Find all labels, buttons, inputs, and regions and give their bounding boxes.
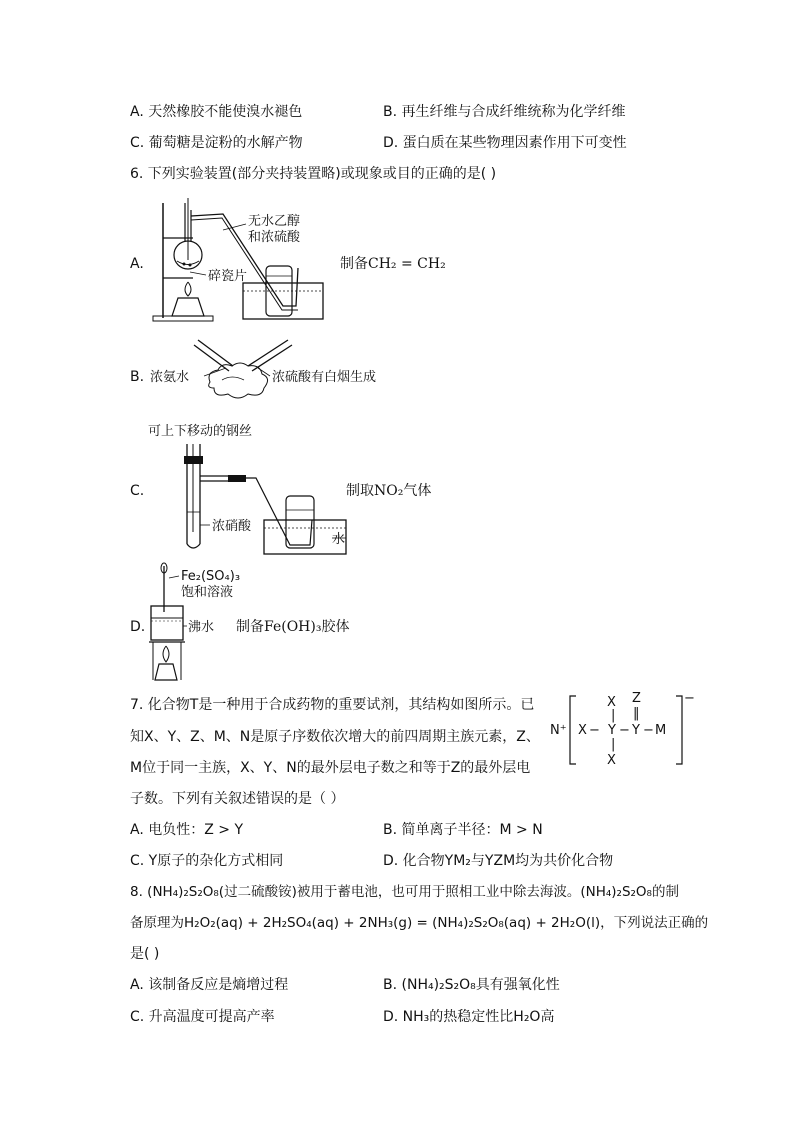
q7-bond-top: | bbox=[611, 708, 616, 723]
q6-d-purpose-pre: 制备 bbox=[236, 619, 264, 635]
q5-option-c: C. 葡萄糖是淀粉的水解产物 bbox=[130, 135, 303, 151]
q6-d-purpose-formula: Fe(OH)₃ bbox=[264, 619, 322, 635]
q7-charge: − bbox=[684, 691, 695, 706]
q7-x-bottom: X bbox=[607, 753, 616, 768]
q6-a-purpose bbox=[340, 254, 446, 274]
q8-option-b: B. (NH₄)₂S₂O₈具有强氧化性 bbox=[383, 977, 560, 993]
q7-cation: N⁺ bbox=[550, 723, 567, 738]
q6-d-letter: D. bbox=[130, 619, 146, 635]
q6-c-purpose-post: 气体 bbox=[403, 483, 432, 499]
q6-a-label-ethanol: 无水乙醇 bbox=[248, 214, 301, 229]
q8-option-c: C. 升高温度可提高产率 bbox=[130, 1009, 275, 1025]
q6-c-purpose-pre: 制取 bbox=[346, 483, 374, 499]
q7-dash-3: − bbox=[643, 723, 654, 738]
q6-b-letter: B. bbox=[130, 369, 145, 385]
q7-m: M bbox=[655, 723, 667, 738]
q7-dash-1: − bbox=[589, 723, 600, 738]
q7-line-1: 7. 化合物T是一种用于合成药物的重要试剂，其结构如图所示。已 bbox=[130, 697, 535, 713]
q7-structure-diagram bbox=[548, 690, 698, 770]
q7-line-2: 知X、Y、Z、M、N是原子序数依次增大的前四周期主族元素，Z、 bbox=[130, 729, 540, 745]
q6-a-letter: A. bbox=[130, 256, 144, 272]
q7-double-bond: ‖ bbox=[633, 706, 640, 721]
q6-d-purpose bbox=[236, 617, 349, 637]
q6-a-label-chips: 碎瓷片 bbox=[208, 269, 248, 284]
q6-b-label-sulfuric: 浓硫酸有白烟生成 bbox=[272, 370, 377, 385]
q5-option-a: A. 天然橡胶不能使溴水褪色 bbox=[130, 104, 303, 120]
q7-z-top: Z bbox=[632, 691, 641, 706]
q6-d-label-water: 沸水 bbox=[188, 620, 215, 635]
q6-a-apparatus-diagram bbox=[148, 198, 348, 324]
q7-line-3: M位于同一主族，X、Y、N的最外层电子数之和等于Z的最外层电 bbox=[130, 760, 531, 776]
q5-option-d: D. 蛋白质在某些物理因素作用下可变性 bbox=[383, 135, 627, 151]
q7-y2: Y bbox=[632, 723, 640, 738]
q6-c-purpose bbox=[346, 481, 431, 501]
q6-c-label-wire: 可上下移动的钢丝 bbox=[148, 424, 253, 439]
q8-option-a: A. 该制备反应是熵增过程 bbox=[130, 977, 289, 993]
q6-d-label-saturated: 饱和溶液 bbox=[181, 585, 234, 600]
q7-option-c: C. Y原子的杂化方式相同 bbox=[130, 853, 284, 869]
q6-b-label-ammonia: 浓氨水 bbox=[150, 370, 190, 385]
q8-line-1: 8. (NH₄)₂S₂O₈(过二硫酸铵)被用于蓄电池，也可用于照相工业中除去海波。(NH₄)₂S₂O₈的制 bbox=[130, 884, 679, 900]
q7-x-top: X bbox=[607, 695, 616, 710]
q7-option-b: B. 简单离子半径：M > N bbox=[383, 822, 543, 838]
q6-c-purpose-formula: NO₂ bbox=[374, 483, 404, 499]
q5-option-b: B. 再生纤维与合成纤维统称为化学纤维 bbox=[383, 104, 626, 120]
q7-dash-2: − bbox=[619, 723, 630, 738]
q6-c-label-water: 水 bbox=[332, 532, 346, 547]
q6-a-purpose-formula: CH₂ = CH₂ bbox=[368, 256, 446, 272]
q7-x-left: X bbox=[578, 723, 587, 738]
q7-option-d: D. 化合物YM₂与YZM均为共价化合物 bbox=[383, 853, 614, 869]
q6-c-apparatus-diagram bbox=[140, 420, 360, 560]
q6-stem: 6. 下列实验装置(部分夹持装置略)或现象或目的正确的是( ) bbox=[130, 166, 497, 182]
q6-d-purpose-post: 胶体 bbox=[321, 619, 350, 635]
q7-bond-bottom: | bbox=[611, 737, 616, 752]
q6-a-label-sulfuric: 和浓硫酸 bbox=[248, 230, 301, 245]
q6-c-letter: C. bbox=[130, 483, 145, 499]
q6-c-label-acid: 浓硝酸 bbox=[212, 519, 252, 534]
q6-d-label-reagent: Fe₂(SO₄)₃ bbox=[181, 569, 241, 584]
q8-line-2: 备原理为H₂O₂(aq) + 2H₂SO₄(aq) + 2NH₃(g) = (NH₄)₂S₂O₈(aq) + 2H₂O(l)，下列说法正确的 bbox=[130, 915, 709, 931]
q7-y1: Y bbox=[608, 723, 616, 738]
q8-option-d: D. NH₃的热稳定性比H₂O高 bbox=[383, 1009, 555, 1025]
q6-a-purpose-pre: 制备 bbox=[340, 256, 368, 272]
q7-line-4: 子数。下列有关叙述错误的是（ ） bbox=[130, 791, 345, 807]
q7-option-a: A. 电负性：Z > Y bbox=[130, 822, 244, 838]
q8-line-3: 是( ) bbox=[130, 946, 160, 962]
q6-b-apparatus-diagram bbox=[148, 336, 388, 402]
